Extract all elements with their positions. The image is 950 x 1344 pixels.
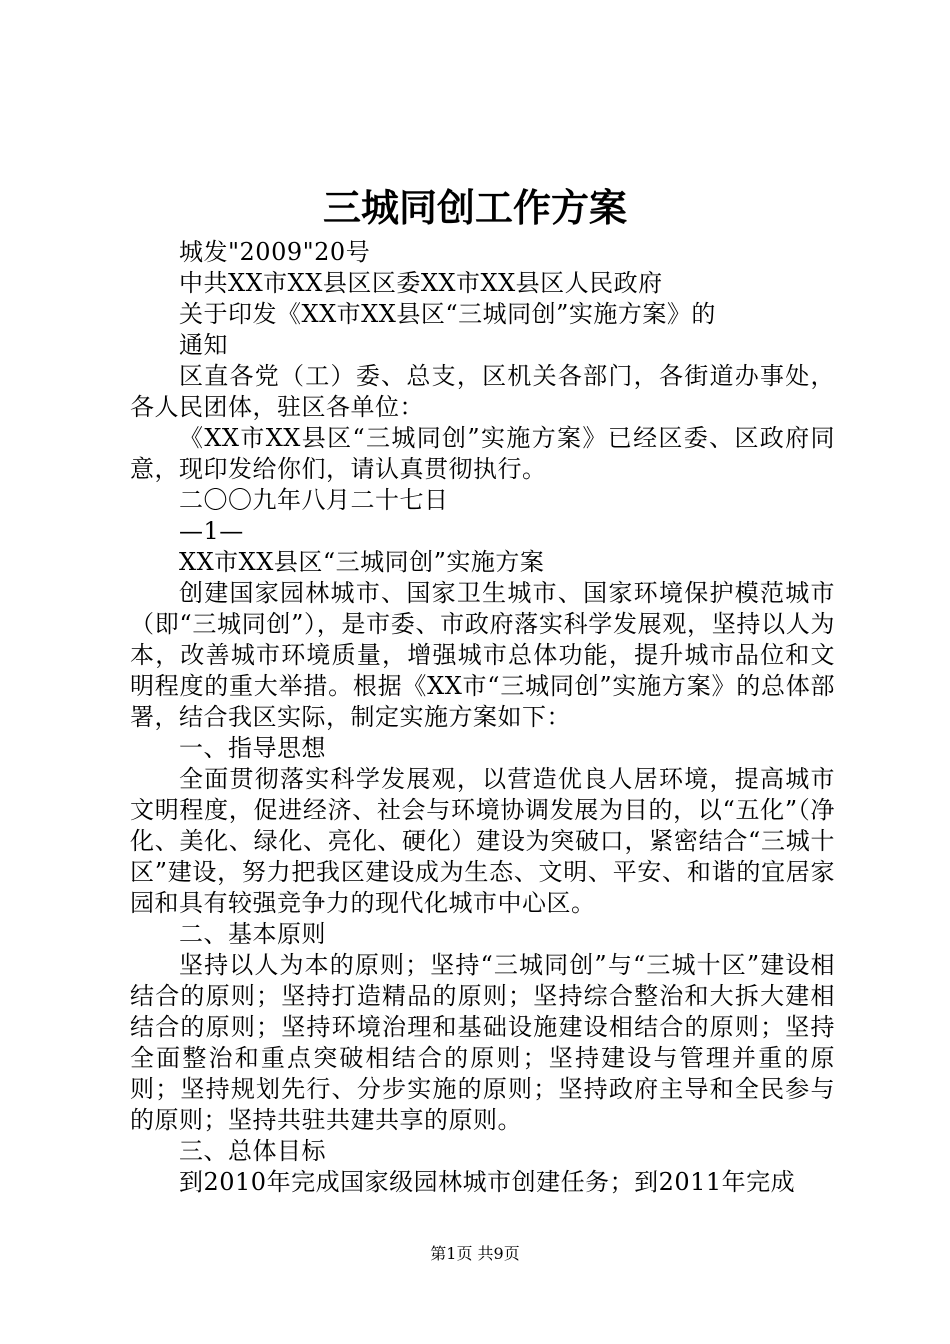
doc-number: 城发"2009"20号 <box>179 238 371 266</box>
section-heading-1: 一、指导思想 <box>179 734 326 762</box>
issuer-line: 中共XX市XX县区区委XX市XX县区人民政府 <box>179 269 663 297</box>
notice-subject-line: 关于印发《XX市XX县区“三城同创”实施方案》的 <box>179 300 716 328</box>
document-title: 三城同创工作方案 <box>322 185 627 230</box>
guiding-ideology-paragraph: 全面贯彻落实科学发展观，以营造优良人居环境，提高城市文明程度，促进经济、社会与环境协调发展为目的，以“五化”（净化、美化、绿化、亮化、硬化）建设为突破口，紧密结合“三城十区”建设，努力把我区建设成为生态、文明、平安、和谐的宜居家园和具有较强竞争力的现代化城市中心区。 <box>130 765 835 917</box>
section-heading-3: 三、总体目标 <box>179 1137 326 1165</box>
addressees-paragraph: 区直各党（工）委、总支，区机关各部门，各街道办事处，各人民团体，驻区各单位： <box>130 362 835 421</box>
document-body <box>130 237 835 1198</box>
inner-page-marker: —1— <box>179 517 244 545</box>
plan-title: XX市XX县区“三城同创”实施方案 <box>179 548 545 576</box>
section-heading-2: 二、基本原则 <box>179 920 326 948</box>
principles-paragraph: 坚持以人为本的原则；坚持“三城同创”与“三城十区”建设相结合的原则；坚持打造精品的原则；坚持综合整治和大拆大建相结合的原则；坚持环境治理和基础设施建设相结合的原则；坚持全面整治和重点突破相结合的原则；坚持建设与管理并重的原则；坚持规划先行、分步实施的原则；坚持政府主导和全民参与的原则；坚持共驻共建共享的原则。 <box>130 951 835 1134</box>
notice-label: 通知 <box>179 331 228 359</box>
intro-paragraph: 创建国家园林城市、国家卫生城市、国家环境保护模范城市（即“三城同创”），是市委、市政府落实科学发展观，坚持以人为本，改善城市环境质量，增强城市总体功能，提升城市品位和文明程度的重大举措。根据《XX市“三城同创”实施方案》的总体部署，结合我区实际，制定实施方案如下： <box>130 579 835 731</box>
goals-paragraph: 到2010年完成国家级园林城市创建任务；到2011年完成 <box>179 1168 796 1196</box>
page-footer: 第1页 共9页 <box>430 1244 520 1263</box>
notice-body-paragraph: 《XX市XX县区“三城同创”实施方案》已经区委、区政府同意，现印发给你们，请认真贯彻执行。 <box>130 424 835 483</box>
issue-date: 二〇〇九年八月二十七日 <box>179 486 449 514</box>
